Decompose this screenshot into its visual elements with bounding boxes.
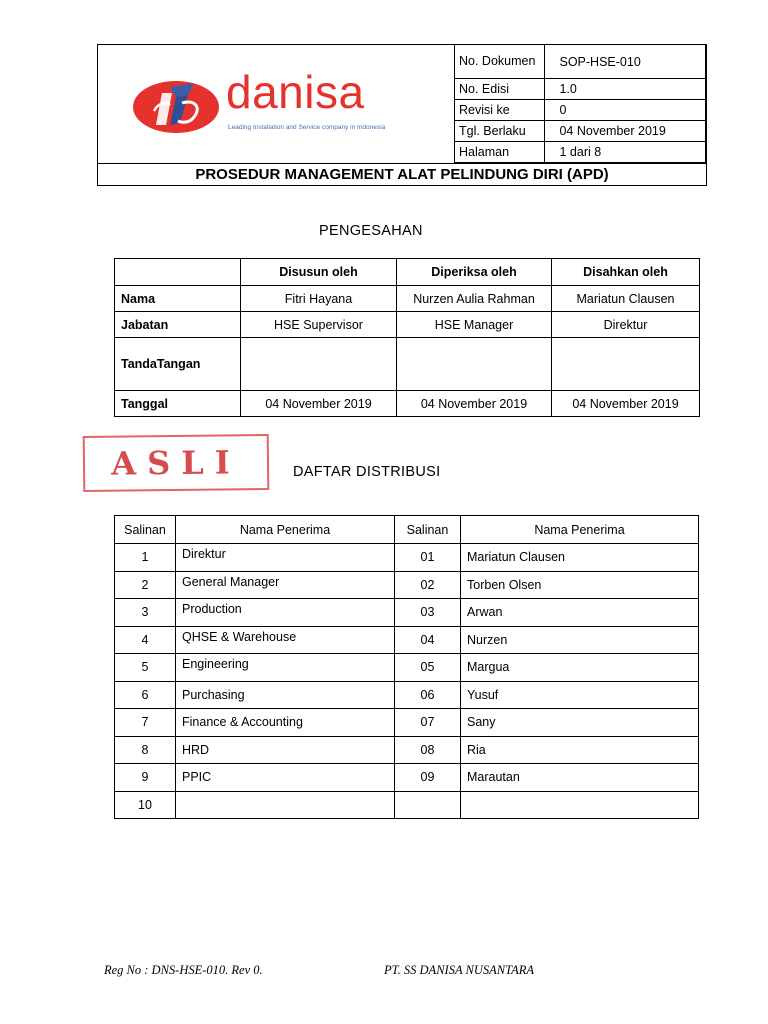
meta-label: No. Dokumen xyxy=(455,45,545,79)
approval-cell: HSE Manager xyxy=(397,312,552,338)
approval-cell: Nurzen Aulia Rahman xyxy=(397,286,552,312)
distribution-header-row xyxy=(115,516,699,544)
logo-tagline: Leading Installation and Service company in Indonesia xyxy=(228,124,386,131)
recipient-name: Ria xyxy=(461,736,699,764)
copy-number: 5 xyxy=(115,654,176,682)
approval-cell: HSE Supervisor xyxy=(241,312,397,338)
copy-number: 9 xyxy=(115,764,176,792)
recipient-name: Sany xyxy=(461,709,699,737)
table-row xyxy=(115,791,699,819)
recipient-name: General Manager xyxy=(176,571,395,599)
copy-number: 1 xyxy=(115,544,176,572)
approval-cell: Mariatun Clausen xyxy=(552,286,700,312)
approval-header-blank xyxy=(115,259,241,286)
meta-value: 1 dari 8 xyxy=(545,142,706,163)
meta-label: No. Edisi xyxy=(455,79,545,100)
approval-table xyxy=(114,258,700,417)
distribution-header: Salinan xyxy=(115,516,176,544)
copy-number: 04 xyxy=(395,626,461,654)
copy-number: 06 xyxy=(395,681,461,709)
footer-reg-no: Reg No : DNS-HSE-010. Rev 0. xyxy=(104,963,263,977)
approval-row-label: Tanggal xyxy=(115,391,241,417)
approval-header-row xyxy=(115,259,700,286)
recipient-name: HRD xyxy=(176,736,395,764)
recipient-name: Engineering xyxy=(176,654,395,682)
approval-row-label: Jabatan xyxy=(115,312,241,338)
table-row xyxy=(115,654,699,682)
recipient-name: Nurzen xyxy=(461,626,699,654)
table-row xyxy=(115,599,699,627)
recipient-name: Yusuf xyxy=(461,681,699,709)
approval-cell: 04 November 2019 xyxy=(241,391,397,417)
copy-number: 07 xyxy=(395,709,461,737)
distribution-header: Nama Penerima xyxy=(461,516,699,544)
copy-number: 10 xyxy=(115,791,176,819)
approval-row-tanggal xyxy=(115,391,700,417)
copy-number: 02 xyxy=(395,571,461,599)
meta-label: Tgl. Berlaku xyxy=(455,121,545,142)
company-logo xyxy=(98,45,454,165)
meta-row xyxy=(455,45,706,79)
table-row xyxy=(115,681,699,709)
recipient-name: Mariatun Clausen xyxy=(461,544,699,572)
meta-row xyxy=(455,79,706,100)
signature-cell xyxy=(552,338,700,391)
meta-value: 0 xyxy=(545,100,706,121)
recipient-name: Arwan xyxy=(461,599,699,627)
approval-row-nama xyxy=(115,286,700,312)
approval-cell: Fitri Hayana xyxy=(241,286,397,312)
distribusi-title: DAFTAR DISTRIBUSI xyxy=(293,464,441,480)
meta-row xyxy=(455,121,706,142)
approval-row-label: Nama xyxy=(115,286,241,312)
table-row xyxy=(115,544,699,572)
approval-row-signature xyxy=(115,338,700,391)
meta-row xyxy=(455,142,706,163)
signature-cell xyxy=(241,338,397,391)
approval-header: Diperiksa oleh xyxy=(397,259,552,286)
approval-cell: Direktur xyxy=(552,312,700,338)
recipient-name: Torben Olsen xyxy=(461,571,699,599)
copy-number: 4 xyxy=(115,626,176,654)
recipient-name: Production xyxy=(176,599,395,627)
table-row xyxy=(115,736,699,764)
recipient-name xyxy=(176,791,395,819)
recipient-name: Purchasing xyxy=(176,681,395,709)
copy-number: 08 xyxy=(395,736,461,764)
meta-value: SOP-HSE-010 xyxy=(545,45,706,79)
recipient-name xyxy=(461,791,699,819)
copy-number: 2 xyxy=(115,571,176,599)
approval-row-label: TandaTangan xyxy=(115,338,241,391)
approval-row-jabatan xyxy=(115,312,700,338)
copy-number: 01 xyxy=(395,544,461,572)
copy-number: 7 xyxy=(115,709,176,737)
logo-wordmark: danisa xyxy=(226,66,365,118)
recipient-name: Marautan xyxy=(461,764,699,792)
approval-header: Disahkan oleh xyxy=(552,259,700,286)
meta-row xyxy=(455,100,706,121)
meta-value: 1.0 xyxy=(545,79,706,100)
meta-label: Halaman xyxy=(455,142,545,163)
signature-cell xyxy=(397,338,552,391)
recipient-name: Finance & Accounting xyxy=(176,709,395,737)
copy-number xyxy=(395,791,461,819)
copy-number: 3 xyxy=(115,599,176,627)
asli-stamp: ASLI xyxy=(83,434,270,492)
approval-header: Disusun oleh xyxy=(241,259,397,286)
document-title: PROSEDUR MANAGEMENT ALAT PELINDUNG DIRI (APD) xyxy=(97,163,707,187)
recipient-name: Direktur xyxy=(176,544,395,572)
meta-label: Revisi ke xyxy=(455,100,545,121)
table-row xyxy=(115,709,699,737)
distribution-header: Nama Penerima xyxy=(176,516,395,544)
approval-cell: 04 November 2019 xyxy=(397,391,552,417)
recipient-name: PPIC xyxy=(176,764,395,792)
recipient-name: QHSE & Warehouse xyxy=(176,626,395,654)
copy-number: 03 xyxy=(395,599,461,627)
copy-number: 8 xyxy=(115,736,176,764)
copy-number: 6 xyxy=(115,681,176,709)
distribution-header: Salinan xyxy=(395,516,461,544)
table-row xyxy=(115,626,699,654)
danisa-logo-icon xyxy=(132,73,224,137)
meta-value: 04 November 2019 xyxy=(545,121,706,142)
recipient-name: Margua xyxy=(461,654,699,682)
footer-company: PT. SS DANISA NUSANTARA xyxy=(384,963,534,977)
copy-number: 05 xyxy=(395,654,461,682)
approval-cell: 04 November 2019 xyxy=(552,391,700,417)
document-meta-table xyxy=(454,44,706,163)
pengesahan-title: PENGESAHAN xyxy=(319,223,423,239)
copy-number: 09 xyxy=(395,764,461,792)
table-row xyxy=(115,764,699,792)
distribution-table xyxy=(114,515,699,819)
table-row xyxy=(115,571,699,599)
document-header xyxy=(97,44,707,186)
